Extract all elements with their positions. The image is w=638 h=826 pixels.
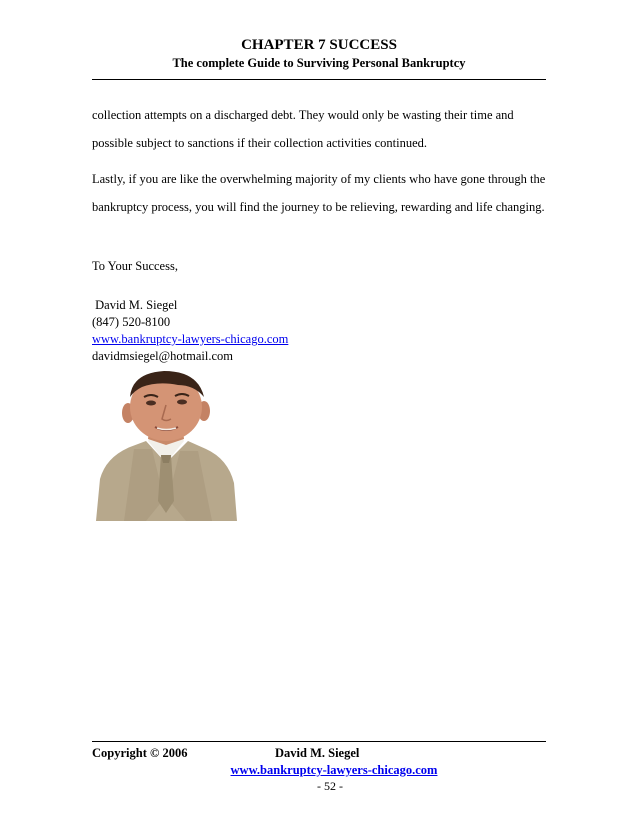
- body-paragraph-1: collection attempts on a discharged debt. They would only be wasting their time and possible subject to sanctions if their collection activities continued.: [92, 108, 514, 150]
- signature-block: [92, 297, 288, 365]
- footer-website-link[interactable]: www.bankruptcy-lawyers-chicago.com: [230, 763, 438, 777]
- page-header: [92, 36, 546, 71]
- signature-email: davidmsiegel@hotmail.com: [92, 349, 233, 363]
- page-footer: [92, 745, 546, 794]
- footer-divider: [92, 741, 546, 742]
- signature-website-link[interactable]: www.bankruptcy-lawyers-chicago.com: [92, 332, 289, 346]
- signature-name: David M. Siegel: [92, 298, 178, 312]
- body-paragraph-2: Lastly, if you are like the overwhelming majority of my clients who have gone through the bankruptcy process, you will find the journey to be relieving, rewarding and life changing.: [92, 172, 546, 214]
- chapter-title: CHAPTER 7 SUCCESS: [241, 37, 397, 53]
- closing-line: To Your Success,: [92, 259, 178, 273]
- page-number: - 52 -: [317, 779, 343, 793]
- signature-phone: (847) 520-8100: [92, 315, 171, 329]
- footer-copyright: Copyright © 2006: [92, 746, 188, 760]
- book-subtitle: The complete Guide to Surviving Personal Bankruptcy: [172, 56, 466, 70]
- header-divider: [92, 79, 546, 80]
- author-portrait-image: [94, 371, 239, 521]
- footer-author: David M. Siegel: [275, 746, 360, 760]
